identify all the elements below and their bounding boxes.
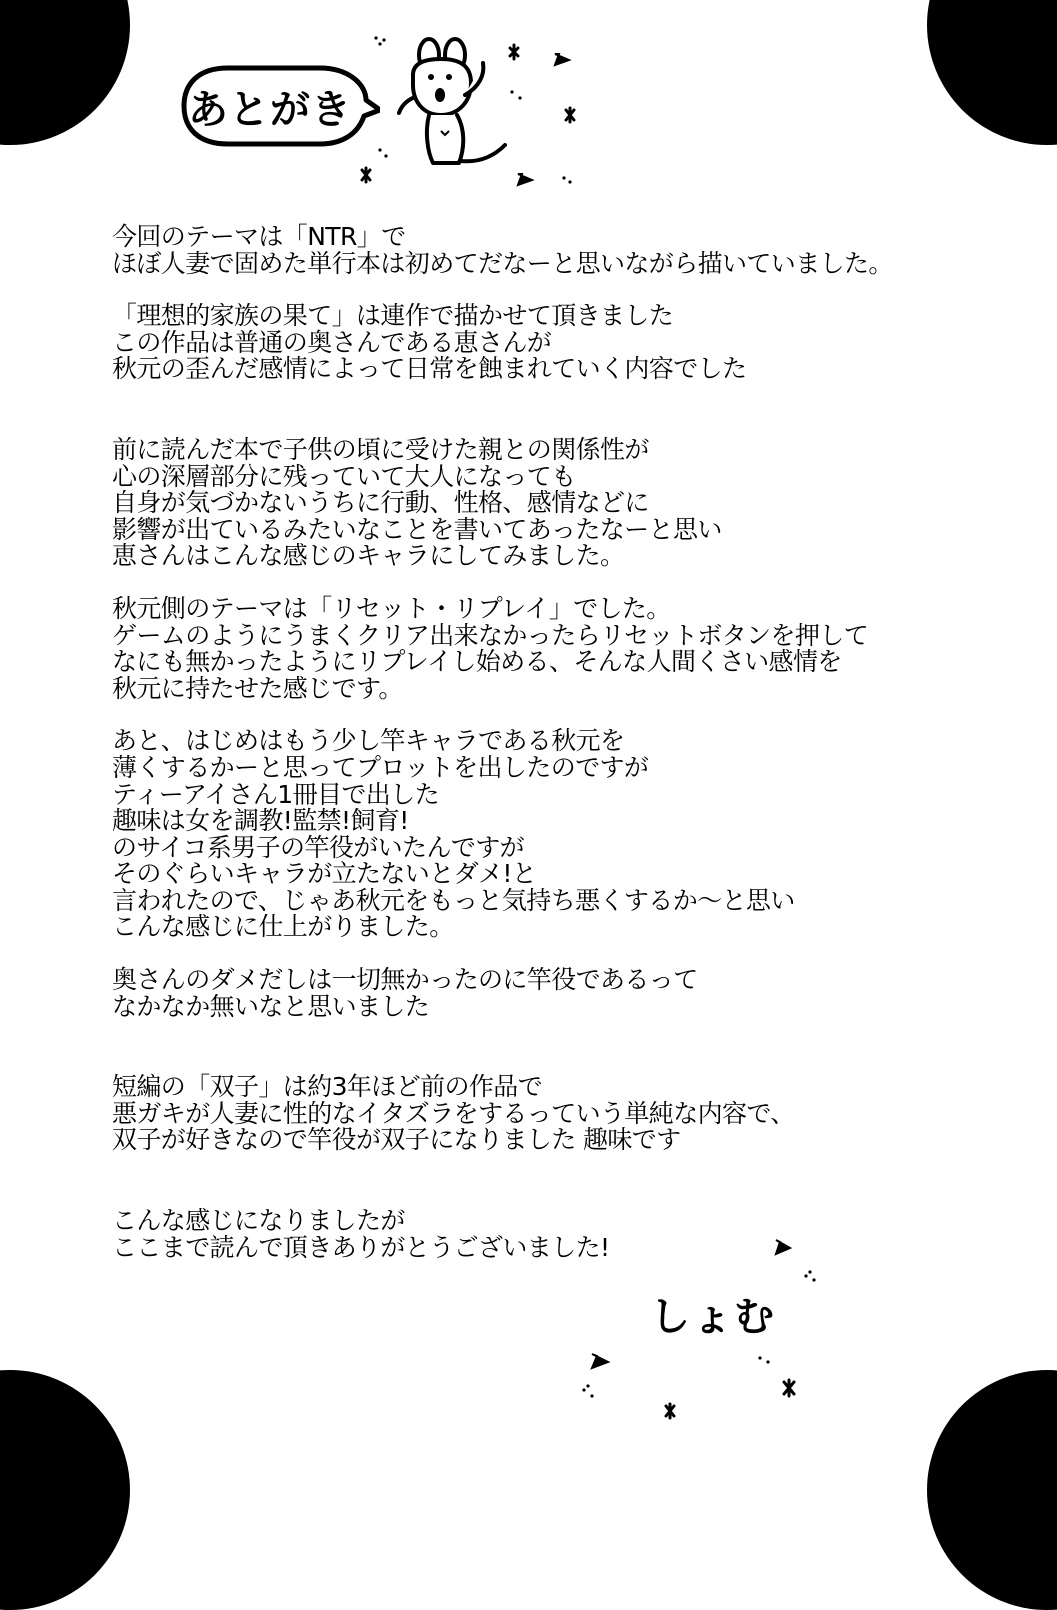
paragraph-thanks: こんな感じになりましたが ここまで読んで頂きありがとうございました! — [112, 1206, 610, 1262]
title-speech-bubble — [170, 62, 380, 150]
paragraph-plot: あと、はじめはもう少し竿キャラである秋元を 薄くするかーと思ってプロットを出したのですが ティーアイさん1冊目で出した 趣味は女を調教!監禁!飼育! のサイコ系男子の竿役がいたんですが そのぐらいキャラが立たないとダメ!と 言われたので、じゃあ秋元をもっと気持ち悪くするか～と思い こんな感じに仕上がりました。 — [112, 726, 795, 942]
paragraph-series: 「理想的家族の果て」は連作で描かせて頂きました この作品は普通の奥さんである恵さんが 秋元の歪んだ感情によって日常を蝕まれていく内容でした — [112, 301, 747, 384]
paragraph-background: 前に読んだ本で子供の頃に受けた親との関係性が 心の深層部分に残っていて大人になっても 自身が気づかないうちに行動、性格、感情などに 影響が出ているみたいなことを書いてあったなーと思い 恵さんはこんな感じのキャラにしてみました。 — [112, 434, 722, 571]
sparkle-decorations-top — [350, 20, 610, 200]
corner-circle-top-right — [927, 0, 1057, 145]
paragraph-twins: 短編の「双子」は約3年ほど前の作品で 悪ガキが人妻に性的なイタズラをするっていう単純な内容で、 双子が好きなので竿役が双子になりました 趣味です — [112, 1072, 795, 1155]
afterword-body — [112, 224, 972, 1261]
paragraph-theme: 今回のテーマは「NTR」で ほぼ人妻で固めた単行本は初めてだなーと思いながら描いていました。 — [112, 222, 893, 278]
paragraph-editor-notes: 奥さんのダメだしは一切無かったのに竿役であるって なかなか無いなと思いました — [112, 965, 698, 1021]
paragraph-reset-replay: 秋元側のテーマは「リセット・リプレイ」でした。 ゲームのようにうまくクリア出来なかったらリセットボタンを押して なにも無かったようにリプレイし始める、そんな人間くさい感情を 秋元に持たせた感じです。 — [112, 593, 869, 703]
corner-circle-bottom-right — [927, 1370, 1057, 1610]
page-title: あとがき — [188, 86, 352, 133]
corner-circle-top-left — [0, 0, 130, 145]
corner-circle-bottom-left — [0, 1370, 130, 1610]
sparkle-decorations-bottom — [570, 1230, 850, 1440]
author-signature: しょむ — [650, 1294, 776, 1340]
